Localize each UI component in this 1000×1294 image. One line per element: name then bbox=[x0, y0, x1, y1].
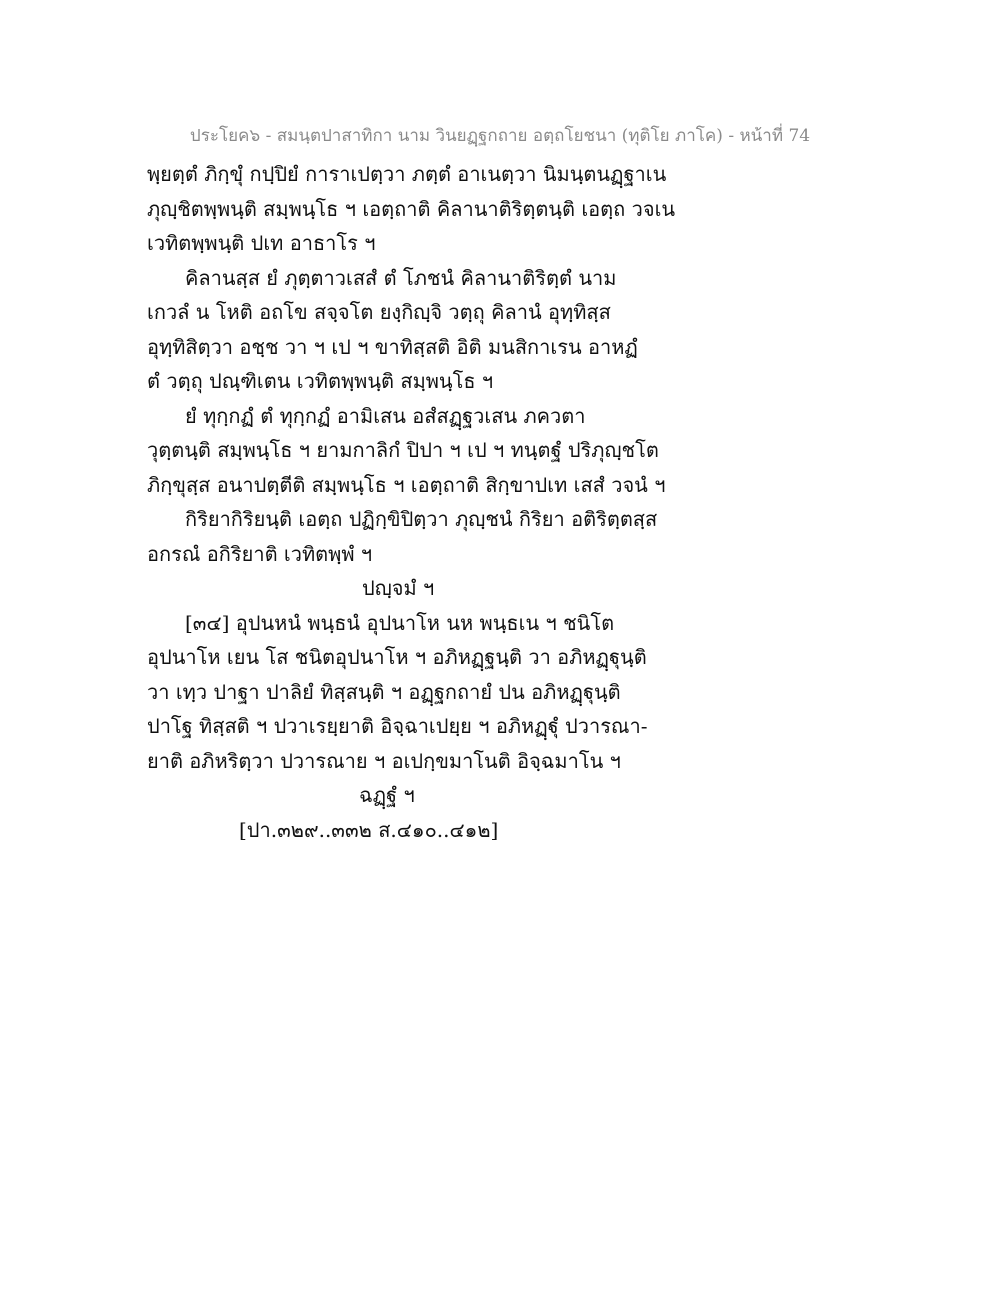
text-line: อุทฺทิสิตฺวา อชฺช วา ฯ เป ฯ ขาทิสฺสติ อิติ มนสิกาเรน อาหฏํ bbox=[147, 334, 638, 359]
text-line: เกวลํ น โหติ อถโข สจฺจโต ยงฺกิญฺจิ วตฺถุ คิลานํ อุทฺทิสฺส bbox=[147, 300, 611, 324]
page-reference: [ปา.๓๒๙..๓๓๒ ส.๔๑๐..๔๑๒] bbox=[239, 817, 499, 842]
section-end-heading: ฉฏฺฐํ ฯ bbox=[359, 783, 415, 807]
body-text bbox=[147, 157, 847, 847]
text-line: อุปนาโห เยน โส ชนิตอุปนาโห ฯ อภิหฏฺฐนฺติ วา อภิหฏฺฐุนฺติ bbox=[147, 645, 647, 669]
text-line: เวทิตพฺพนฺติ ปเท อาธาโร ฯ bbox=[147, 231, 376, 255]
paragraph-start-line: กิริยากิริยนฺติ เอตฺถ ปฏิกฺขิปิตฺวา ภุญฺชนํ กิริยา อติริตฺตสฺส bbox=[185, 507, 658, 531]
text-line: ภิกฺขุสฺส อนาปตฺตีติ สมฺพนฺโธ ฯ เอตฺถาติ สิกฺขาปเท เสสํ วจนํ ฯ bbox=[147, 472, 666, 497]
text-line: อกรณํ อกิริยาติ เวทิตพฺพํ ฯ bbox=[147, 541, 373, 566]
paragraph-start-line: [๓๔] อุปนหนํ พนฺธนํ อุปนาโห นห พนฺธเน ฯ ชนิโต bbox=[185, 610, 615, 635]
text-line: วุตฺตนฺติ สมฺพนฺโธ ฯ ยามกาลิกํ ปิปา ฯ เป ฯ ทนฺตฐํ ปริภุญฺชโต bbox=[147, 438, 659, 462]
paragraph-start-line: ยํ ทุกฺกฏํ ตํ ทุกฺกฏํ อามิเสน อสํสฏฺฐวเสน ภควตา bbox=[185, 403, 586, 428]
text-line: ตํ วตฺถุ ปณฺฑิเตน เวทิตพฺพนฺติ สมฺพนฺโธ ฯ bbox=[147, 369, 494, 393]
text-line: วา เทฺว ปาฐา ปาลิยํ ทิสฺสนฺติ ฯ อฏฺฐกถายํ ปน อภิหฏฺฐุนฺติ bbox=[147, 679, 621, 704]
section-end-heading: ปญฺจมํ ฯ bbox=[362, 576, 435, 600]
text-line: ภุญฺชิตพฺพนฺติ สมฺพนฺโธ ฯ เอตฺถาติ คิลานาติริตฺตนฺติ เอตฺถ วจเน bbox=[147, 196, 676, 221]
text-line: ยาติ อภิหริตฺวา ปวารณาย ฯ อเปกฺขมาโนติ อิจฺฉมาโน ฯ bbox=[147, 748, 621, 773]
running-header: ประโยค๖ - สมนฺตปาสาทิกา นาม วินยฏฺฐกถาย อตฺถโยชนา (ทุติโย ภาโค) - หน้าที่ 74 bbox=[189, 126, 811, 146]
text-line: ปาโฐ ทิสฺสติ ฯ ปวาเรยฺยาติ อิจฺฉาเปยฺย ฯ อภิหฏฺฐุํ ปวารณา- bbox=[147, 714, 648, 738]
paragraph-start-line: คิลานสฺส ยํ ภุตฺตาวเสสํ ตํ โภชนํ คิลานาติริตฺตํ นาม bbox=[185, 265, 617, 290]
text-line: พฺยตฺตํ ภิกฺขุํ กปฺปิยํ การาเปตฺวา ภตฺตํ อาเนตฺวา นิมนฺตนฏฺฐาเน bbox=[147, 162, 667, 186]
